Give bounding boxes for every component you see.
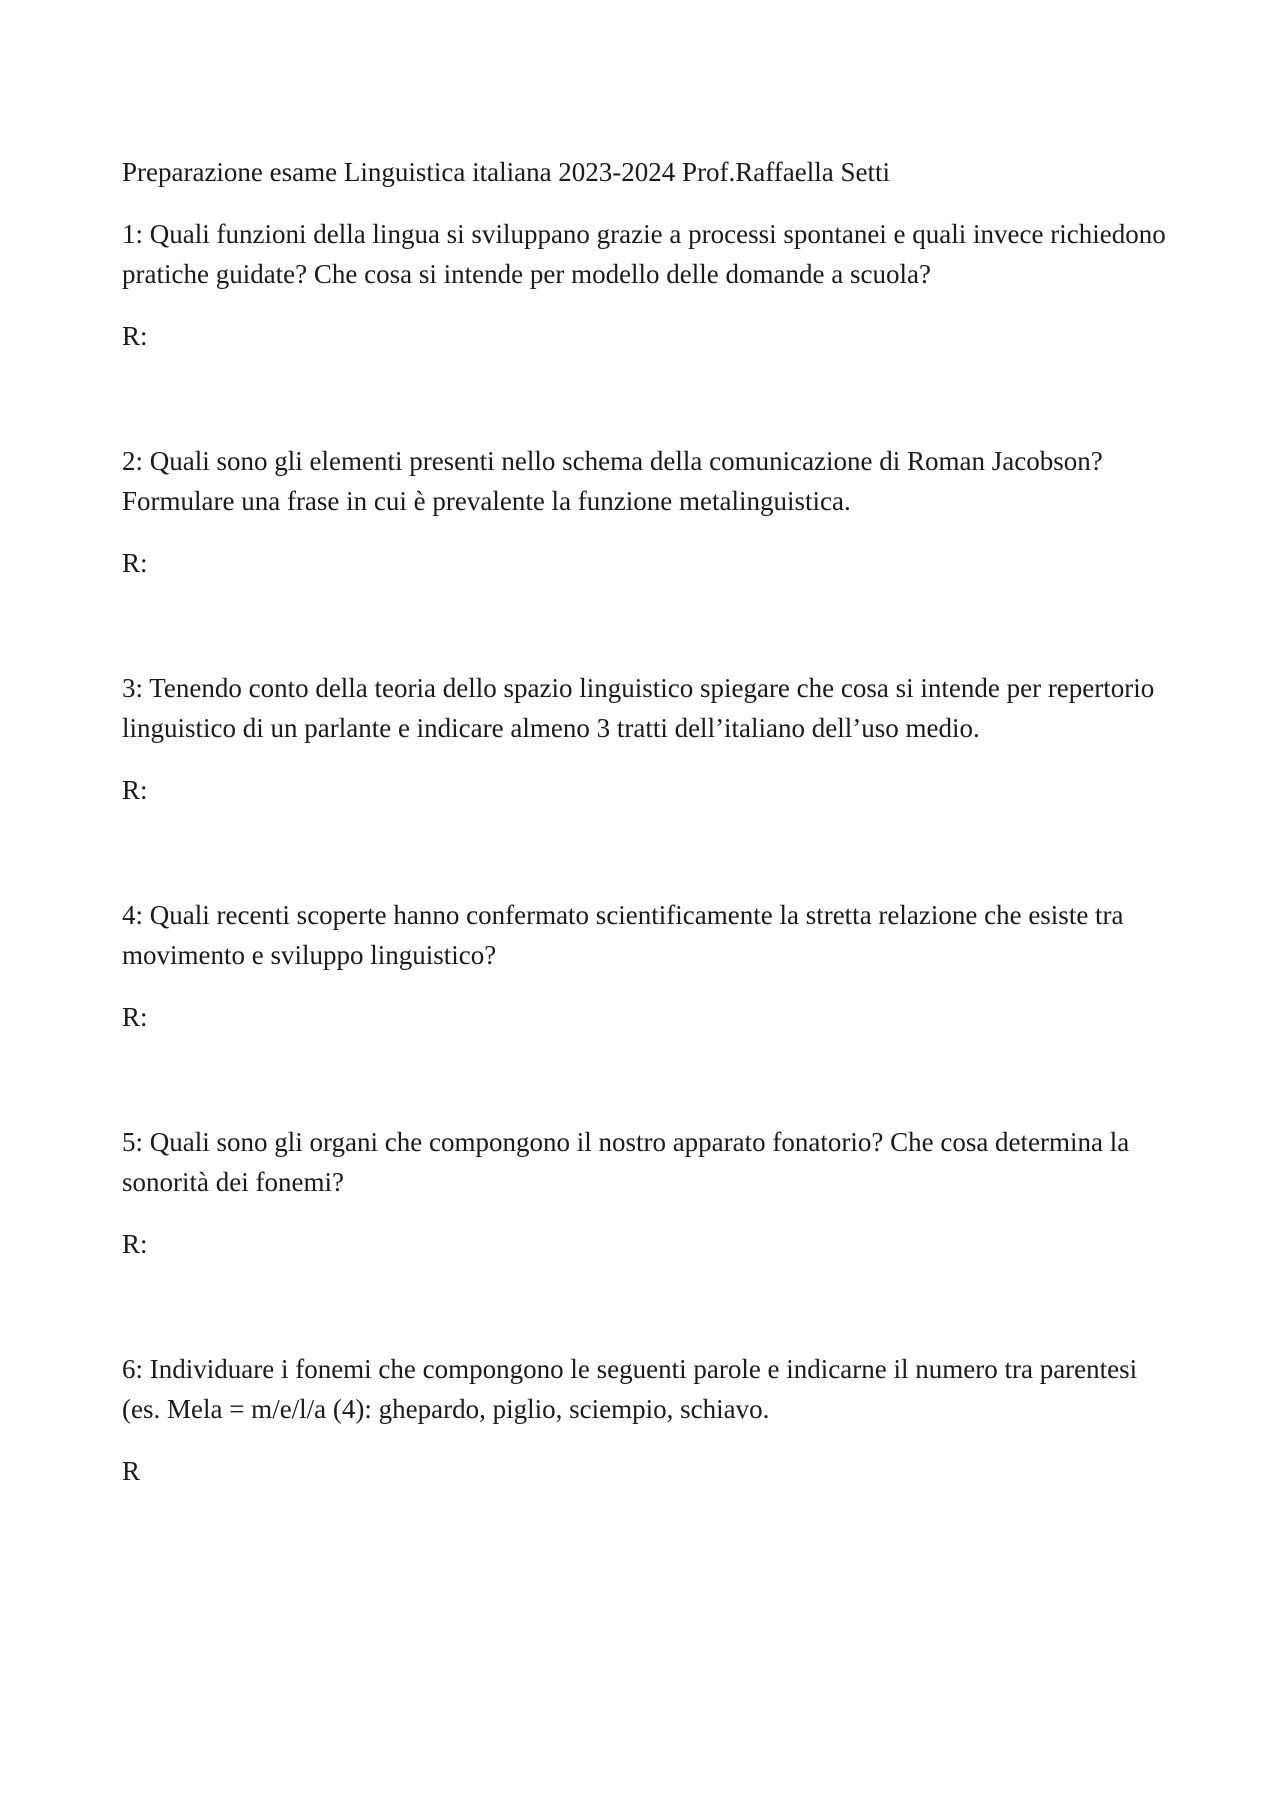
document-body (122, 152, 1167, 1491)
answer-label-5: R: (122, 1229, 148, 1259)
question-2: 2: Quali sono gli elementi presenti nello schema della comunicazione di Roman Jacobson? Formulare una frase in cui è prevalente la funzione metalinguistica. (122, 446, 1103, 516)
answer-label-4: R: (122, 1002, 148, 1032)
answer-label-3: R: (122, 775, 148, 805)
question-3: 3: Tenendo conto della teoria dello spazio linguistico spiegare che cosa si intende per repertorio linguistico di un parlante e indicare almeno 3 tratti dell’italiano dell’uso medio. (122, 673, 1155, 743)
question-6: 6: Individuare i fonemi che compongono le seguenti parole e indicarne il numero tra parentesi (es. Mela = m/e/l/a (4): ghepardo, piglio, sciempio, schiavo. (122, 1354, 1138, 1424)
question-1: 1: Quali funzioni della lingua si sviluppano grazie a processi spontanei e quali invece richiedono pratiche guidate? Che cosa si intende per modello delle domande a scuola? (122, 219, 1166, 289)
answer-label-6: R (122, 1456, 141, 1486)
answer-label-1: R: (122, 321, 148, 351)
question-4: 4: Quali recenti scoperte hanno confermato scientificamente la stretta relazione che esiste tra movimento e sviluppo linguistico? (122, 900, 1124, 970)
document-title: Preparazione esame Linguistica italiana 2023-2024 Prof.Raffaella Setti (122, 157, 890, 187)
answer-label-2: R: (122, 548, 148, 578)
question-5: 5: Quali sono gli organi che compongono il nostro apparato fonatorio? Che cosa determina la sonorità dei fonemi? (122, 1127, 1130, 1197)
